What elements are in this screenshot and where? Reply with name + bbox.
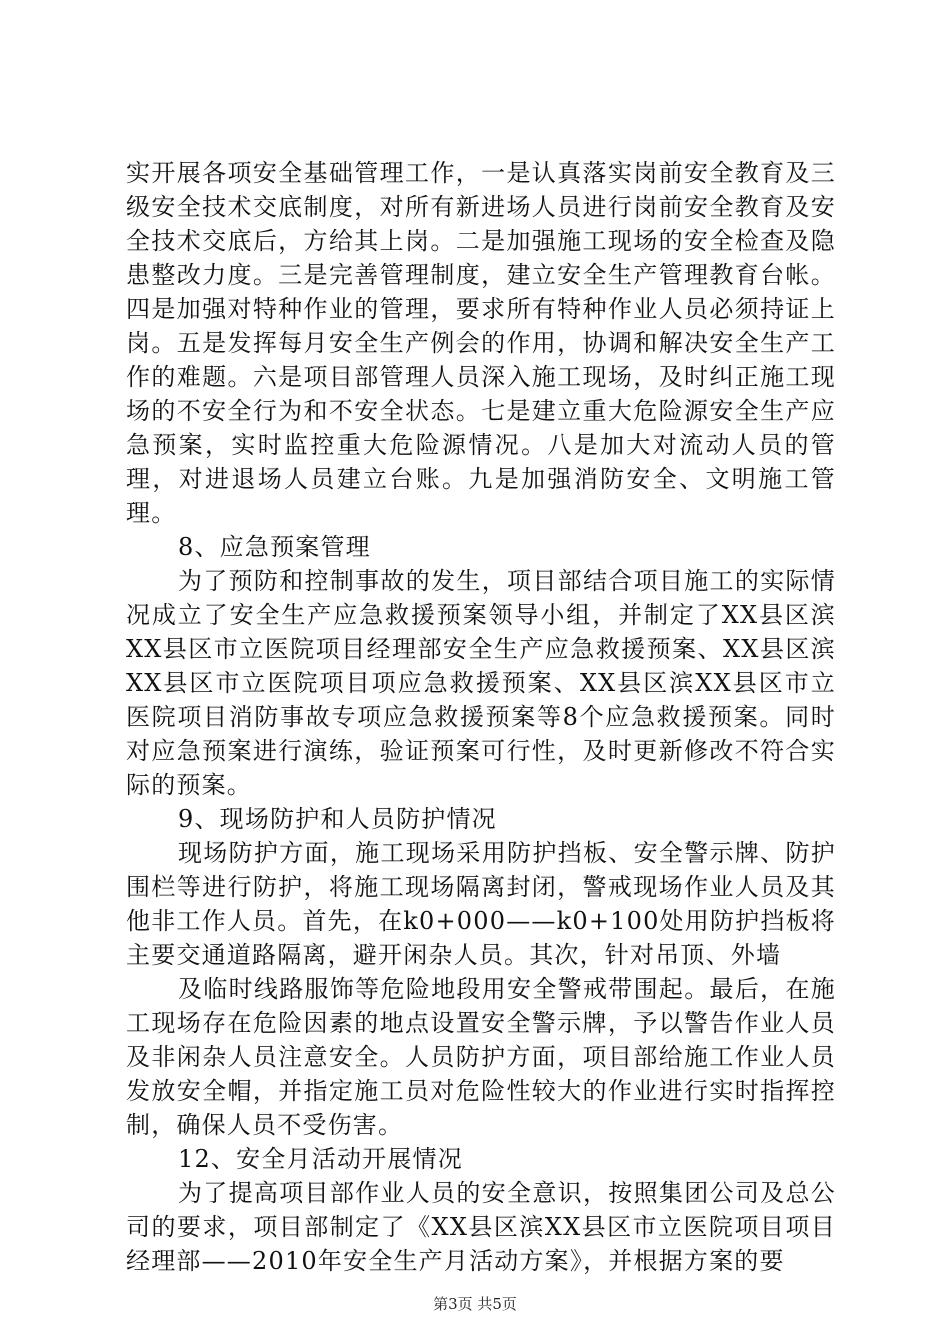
heading-site-protection: 9、现场防护和人员防护情况 — [178, 805, 497, 833]
paragraph-safety-management: 实开展各项安全基础管理工作，一是认真落实岗前安全教育及三级安全技术交底制度，对所有新进场人员进行岗前安全教育及安全技术交底后，方给其上岗。二是加强施工现场的安全检查及隐患整改力度。三是完善管理制度，建立安全生产管理教育台帐。四是加强对特种作业的管理，要求所有特种作业人员必须持证上岗。五是发挥每月安全生产例会的作用，协调和解决安全生产工作的难题。六是项目部管理人员深入施工现场，及时纠正施工现场的不安全行为和不安全状态。七是建立重大危险源安全生产应急预案，实时监控重大危险源情况。八是加大对流动人员的管理，对进退场人员建立台账。九是加强消防安全、文明施工管理。 — [126, 159, 836, 527]
paragraph-emergency-plan: 为了预防和控制事故的发生，项目部结合项目施工的实际情况成立了安全生产应急救援预案领导小组，并制定了XX县区滨XX县区市立医院项目经理部安全生产应急救援预案、XX县区滨XX县区市立医院项目项应急救援预案、XX县区滨XX县区市立医院项目消防事故专项应急救援预案等8个应急救援预案。同时对应急预案进行演练，验证预案可行性，及时更新修改不符合实际的预案。 — [126, 567, 836, 799]
paragraph-personnel-protection: 及临时线路服饰等危险地段用安全警戒带围起。最后，在施工现场存在危险因素的地点设置安全警示牌，予以警告作业人员及非闲杂人员注意安全。人员防护方面，项目部给施工作业人员发放安全帽，并指定施工员对危险性较大的作业进行实时指挥控制，确保人员不受伤害。 — [126, 975, 836, 1139]
paragraph-site-protection: 现场防护方面，施工现场采用防护挡板、安全警示牌、防护围栏等进行防护，将施工现场隔离封闭，警戒现场作业人员及其他非工作人员。首先，在k0+000——k0+100处用防护挡板将主要交通道路隔离，避开闲杂人员。其次，针对吊顶、外墙 — [126, 839, 836, 969]
heading-safety-month: 12、安全月活动开展情况 — [178, 1145, 463, 1173]
paragraph-safety-month: 为了提高项目部作业人员的安全意识，按照集团公司及总公司的要求，项目部制定了《XX县区滨XX县区市立医院项目项目经理部——2010年安全生产月活动方案》，并根据方案的要 — [126, 1179, 836, 1275]
document-body — [126, 156, 836, 1278]
page-footer: 第3页 共5页 — [433, 1295, 517, 1313]
heading-emergency-plan: 8、应急预案管理 — [178, 533, 371, 561]
